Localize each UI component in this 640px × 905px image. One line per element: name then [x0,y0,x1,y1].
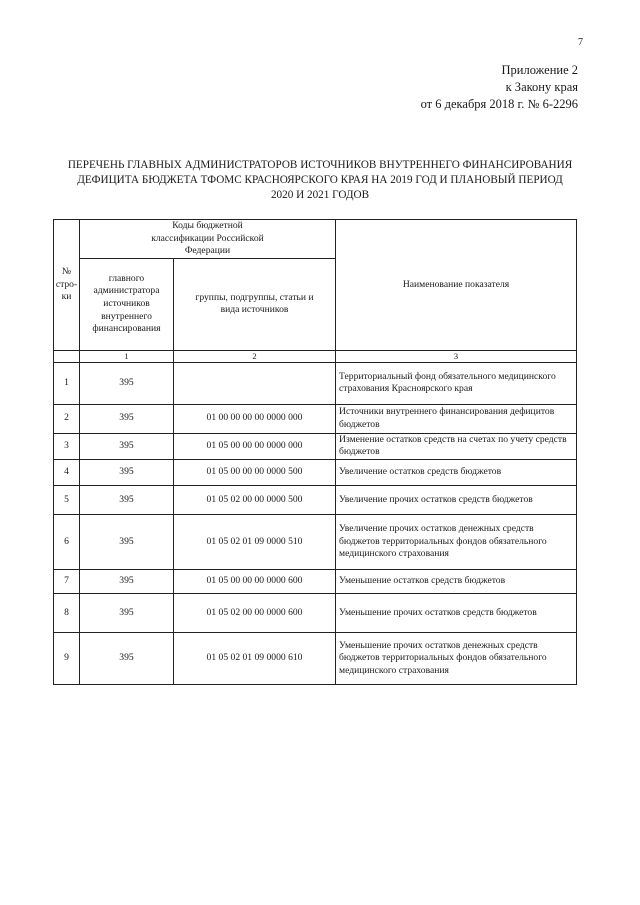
indicator-name-cell: Увеличение прочих остатков средств бюджетов [336,485,577,514]
row-number-cell: 3 [54,433,80,459]
column-number-blank [54,350,80,362]
title-line-1: ПЕРЕЧЕНЬ ГЛАВНЫХ АДМИНИСТРАТОРОВ ИСТОЧНИКОВ ВНУТРЕННЕГО ФИНАНСИРОВАНИЯ [67,159,573,171]
header-codes-group: Коды бюджетной классификации Российской Федерации [80,220,336,259]
table-row [54,632,577,684]
classification-code-cell: 01 05 00 00 00 0000 600 [174,569,336,593]
table-row [54,569,577,593]
classification-code-cell: 01 05 02 01 09 0000 610 [174,632,336,684]
header-indicator-name: Наименование показателя [336,220,577,351]
table-row [54,362,577,404]
classification-code-cell: 01 05 00 00 00 0000 500 [174,459,336,485]
table-row [54,485,577,514]
appendix-line-3: от 6 декабря 2018 г. № 6-2296 [420,97,578,111]
indicator-name-cell: Уменьшение остатков средств бюджетов [336,569,577,593]
page-number: 7 [578,37,583,48]
row-number-cell: 1 [54,362,80,404]
header-row-no: № стро-ки [54,220,80,351]
classification-code-cell: 01 05 02 00 00 0000 600 [174,593,336,632]
admin-code-cell: 395 [80,404,174,433]
row-number-cell: 6 [54,514,80,569]
table-row [54,433,577,459]
classification-code-cell [174,362,336,404]
title-line-3: 2020 И 2021 ГОДОВ [270,189,370,201]
classification-code-cell: 01 00 00 00 00 0000 000 [174,404,336,433]
title-line-2: ДЕФИЦИТА БЮДЖЕТА ТФОМС КРАСНОЯРСКОГО КРАЯ НА 2019 ГОД И ПЛАНОВЫЙ ПЕРИОД [77,174,563,186]
header-admin: главного администратора источников внутреннего финансирования [80,258,174,350]
row-number-cell: 8 [54,593,80,632]
row-number-cell: 2 [54,404,80,433]
admin-code-cell: 395 [80,433,174,459]
table-row [54,593,577,632]
indicator-name-cell: Уменьшение прочих остатков денежных средств бюджетов территориальных фондов обязательного медицинского страхования [336,632,577,684]
column-number: 2 [174,350,336,362]
indicator-name-cell: Изменение остатков средств на счетах по учету средств бюджетов [336,433,577,459]
sources-table [53,219,577,685]
table-row [54,404,577,433]
appendix-line-1: Приложение 2 [501,63,578,77]
row-number-cell: 7 [54,569,80,593]
appendix-block [421,62,578,113]
table-row [54,514,577,569]
appendix-line-2: к Закону края [505,80,578,94]
header-groups: группы, подгруппы, статьи и вида источников [174,258,336,350]
column-number: 1 [80,350,174,362]
table-row [54,459,577,485]
admin-code-cell: 395 [80,459,174,485]
classification-code-cell: 01 05 02 01 09 0000 510 [174,514,336,569]
column-number-row [54,350,577,362]
admin-code-cell: 395 [80,569,174,593]
document-title [40,158,600,203]
row-number-cell: 9 [54,632,80,684]
admin-code-cell: 395 [80,485,174,514]
indicator-name-cell: Территориальный фонд обязательного медицинского страхования Красноярского края [336,362,577,404]
indicator-name-cell: Источники внутреннего финансирования дефицитов бюджетов [336,404,577,433]
row-number-cell: 5 [54,485,80,514]
indicator-name-cell: Увеличение прочих остатков денежных средств бюджетов территориальных фондов обязательного медицинского страхования [336,514,577,569]
classification-code-cell: 01 05 00 00 00 0000 000 [174,433,336,459]
column-number: 3 [336,350,577,362]
admin-code-cell: 395 [80,514,174,569]
indicator-name-cell: Уменьшение прочих остатков средств бюджетов [336,593,577,632]
classification-code-cell: 01 05 02 00 00 0000 500 [174,485,336,514]
admin-code-cell: 395 [80,362,174,404]
admin-code-cell: 395 [80,593,174,632]
row-number-cell: 4 [54,459,80,485]
indicator-name-cell: Увеличение остатков средств бюджетов [336,459,577,485]
admin-code-cell: 395 [80,632,174,684]
